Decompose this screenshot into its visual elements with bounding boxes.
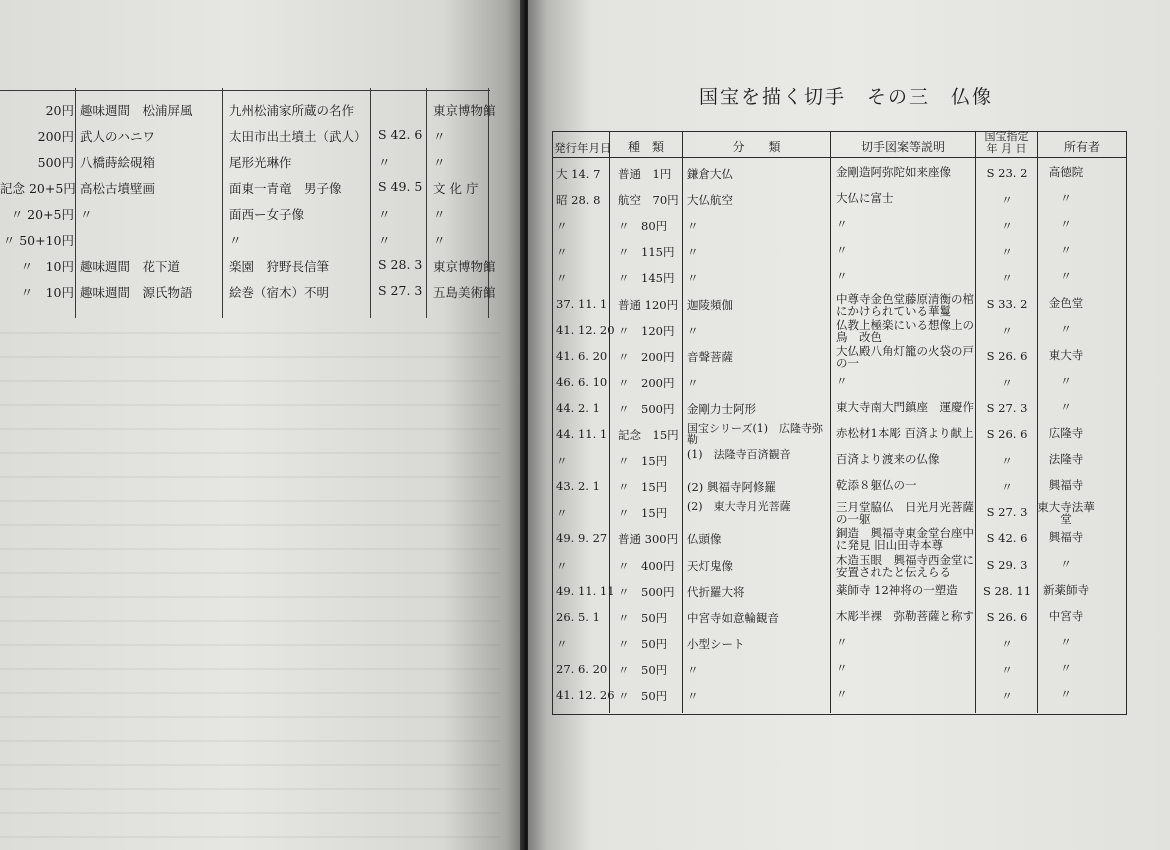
designation-cell: 〃 <box>1001 376 1013 390</box>
price-cell: 〃 10円 <box>20 285 74 300</box>
header-date: 発行年月日 <box>554 141 612 155</box>
type-cell: 普通 300円 <box>618 532 679 546</box>
designation-cell: S 26. 6 <box>986 427 1028 441</box>
stamp-cell: 〃 <box>80 207 93 222</box>
stamp-cell: 趣味週間 花下道 <box>80 259 181 274</box>
type-cell: 〃 400円 <box>618 559 675 573</box>
table-row <box>552 552 1127 579</box>
owner-cell: 〃 <box>433 207 446 222</box>
stamp-cell: 趣味週間 源氏物語 <box>80 285 193 300</box>
type-cell: 〃 500円 <box>618 585 675 599</box>
date-cell: 27. 6. 20 <box>556 662 608 676</box>
description-cell: 〃 <box>836 243 848 257</box>
owner-cell: 〃 <box>1060 661 1072 675</box>
division-cell: 〃 <box>687 271 699 285</box>
table-row <box>552 604 1127 631</box>
description-cell: 東大寺南大門鎮座 運慶作 <box>836 400 974 414</box>
designation-cell: 〃 <box>1001 689 1013 703</box>
table-row <box>552 656 1127 683</box>
table-row <box>552 682 1127 709</box>
division-cell: 〃 <box>687 219 699 233</box>
header-owner: 所有者 <box>1063 140 1100 154</box>
designation-cell: 〃 <box>1001 219 1013 233</box>
date-cell: 〃 <box>556 637 568 651</box>
price-cell: 〃 10円 <box>20 259 74 274</box>
owner-cell: 東大寺法華堂 <box>1037 500 1095 526</box>
stamp-cell: 武人のハニワ <box>80 129 156 144</box>
owner-cell: 〃 <box>1060 635 1072 649</box>
owner-cell: 〃 <box>1060 269 1072 283</box>
type-cell: 〃 15円 <box>618 506 668 520</box>
designation-cell: S 33. 2 <box>986 297 1028 311</box>
table-row <box>552 343 1127 370</box>
description-cell: 木彫半裸 弥勒菩薩と称す <box>836 609 974 623</box>
left-table-row <box>0 252 496 278</box>
header-designation-line1: 国宝指定 <box>984 130 1029 143</box>
owner-cell: 東京博物館 <box>433 259 496 274</box>
header-designation-line2: 年 月 日 <box>986 142 1027 155</box>
table-row <box>552 421 1127 448</box>
date-cell: S 28. 3 <box>378 257 423 272</box>
division-cell: 大仏航空 <box>687 193 733 207</box>
price-cell: 記念 20+5円 <box>0 181 76 196</box>
header-rule <box>552 157 1127 158</box>
owner-cell: 〃 <box>1060 374 1072 388</box>
division-cell: (1) 法隆寺百済観音 <box>687 448 791 461</box>
owner-cell: 東大寺 <box>1048 348 1084 362</box>
date-cell: 〃 <box>378 233 391 248</box>
designation-cell: S 27. 3 <box>986 401 1028 415</box>
designation-cell: 〃 <box>1001 324 1013 338</box>
header-division: 分 類 <box>732 140 781 154</box>
date-cell: 昭 28. 8 <box>556 193 601 207</box>
type-cell: 〃 15円 <box>618 454 668 468</box>
description-cell: 〃 <box>836 687 848 701</box>
owner-cell: 法隆寺 <box>1048 452 1084 466</box>
designation-cell: S 28. 11 <box>982 584 1032 598</box>
description-cell: 〃 <box>836 635 848 649</box>
type-cell: 〃 200円 <box>618 350 675 364</box>
left-table-row <box>0 96 496 122</box>
designation-cell: 〃 <box>1001 480 1013 494</box>
owner-cell: 〃 <box>1060 322 1072 336</box>
date-cell: 41. 6. 20 <box>556 349 608 363</box>
date-cell: 〃 <box>556 454 568 468</box>
owner-cell: 〃 <box>1060 557 1072 571</box>
description-cell: 〃 <box>229 233 242 248</box>
owner-cell: 〃 <box>433 155 446 170</box>
header-description: 切手図案等説明 <box>860 140 945 154</box>
division-cell: 鎌倉大仏 <box>687 167 733 181</box>
division-cell: 迦陵頻伽 <box>687 298 733 312</box>
type-cell: 普通 1円 <box>618 167 672 181</box>
type-cell: 〃 500円 <box>618 402 675 416</box>
division-cell: 〃 <box>687 324 699 338</box>
description-cell: 赤松材1本彫 百済より献上 <box>836 426 974 440</box>
type-cell: 〃 115円 <box>618 245 675 259</box>
table-row <box>552 186 1127 213</box>
description-cell: 〃 <box>836 374 848 388</box>
table-row <box>552 395 1127 422</box>
owner-cell: 東京博物館 <box>433 103 496 118</box>
description-cell: 尾形光琳作 <box>229 155 292 170</box>
type-cell: 〃 15円 <box>618 480 668 494</box>
owner-cell: 新薬師寺 <box>1043 583 1089 597</box>
owner-cell: 高徳院 <box>1048 165 1084 179</box>
designation-cell: 〃 <box>1001 637 1013 651</box>
date-cell: 〃 <box>556 271 568 285</box>
date-cell: 46. 6. 10 <box>556 375 608 389</box>
division-cell: (2) 東大寺月光菩薩 <box>687 500 791 513</box>
date-cell: 49. 11. 11 <box>556 584 615 598</box>
date-cell: 44. 11. 1 <box>556 427 608 441</box>
table-row <box>552 160 1127 187</box>
date-cell: 43. 2. 1 <box>556 479 600 493</box>
description-cell: 中尊寺金色堂藤原清衡の棺にかけられている華鬘 <box>836 292 974 318</box>
date-cell: 〃 <box>378 155 391 170</box>
date-cell: 〃 <box>556 506 568 520</box>
designation-cell: 〃 <box>1001 663 1013 677</box>
designation-cell: S 29. 3 <box>986 558 1028 572</box>
date-cell: S 42. 6 <box>378 127 423 142</box>
designation-cell: 〃 <box>1001 454 1013 468</box>
left-table-row <box>0 200 488 226</box>
owner-cell: 〃 <box>433 233 446 248</box>
description-cell: 乾添８躯仏の一 <box>836 478 917 492</box>
table-row <box>552 499 1127 526</box>
division-cell: 天灯鬼像 <box>687 559 733 573</box>
owner-cell: 〃 <box>1060 243 1072 257</box>
owner-cell: 金色堂 <box>1048 296 1084 310</box>
left-table-row <box>0 278 496 304</box>
division-cell: 〃 <box>687 245 699 259</box>
price-cell: 500円 <box>37 155 74 170</box>
designation-cell: S 27. 3 <box>986 505 1028 519</box>
price-cell: 200円 <box>37 129 74 144</box>
description-cell: 〃 <box>836 661 848 675</box>
date-cell: 37. 11. 1 <box>556 297 608 311</box>
owner-cell: 〃 <box>1060 687 1072 701</box>
date-cell: 44. 2. 1 <box>556 401 600 415</box>
table-row <box>552 264 1127 291</box>
price-cell: 20円 <box>45 103 74 118</box>
page-title: 国宝を描く切手 その三 仏像 <box>699 86 994 108</box>
table-row <box>552 630 1127 657</box>
owner-cell: 文 化 庁 <box>433 181 479 196</box>
table-row <box>552 525 1127 552</box>
date-cell: 41. 12. 20 <box>556 323 615 337</box>
type-cell: 〃 50円 <box>618 663 668 677</box>
left-table-row <box>0 122 488 148</box>
description-cell: 九州松浦家所蔵の名作 <box>229 103 355 118</box>
division-cell: 仏頭像 <box>687 532 722 546</box>
designation-cell: 〃 <box>1001 271 1013 285</box>
table-row <box>552 447 1127 474</box>
date-cell: 〃 <box>556 219 568 233</box>
table-row <box>552 317 1127 344</box>
description-cell: 百済より渡来の仏像 <box>836 452 940 466</box>
table-row <box>552 473 1127 500</box>
header-type: 種 類 <box>627 140 664 154</box>
description-cell: 〃 <box>836 269 848 283</box>
type-cell: 〃 80円 <box>618 219 668 233</box>
division-cell: 〃 <box>687 663 699 677</box>
division-cell: 〃 <box>687 689 699 703</box>
date-cell: 〃 <box>378 207 391 222</box>
designation-cell: 〃 <box>1001 245 1013 259</box>
type-cell: 記念 15円 <box>618 428 679 442</box>
owner-cell: 〃 <box>433 129 446 144</box>
date-cell: S 49. 5 <box>378 179 423 194</box>
designation-cell: S 42. 6 <box>986 531 1028 545</box>
date-cell: 41. 12. 26 <box>556 688 615 702</box>
owner-cell: 〃 <box>1060 217 1072 231</box>
date-cell: S 27. 3 <box>378 283 423 298</box>
description-cell: 銅造 興福寺東金堂台座中に発見 旧山田寺本尊 <box>836 526 974 552</box>
owner-cell: 〃 <box>1060 400 1072 414</box>
division-cell: 代折羅大将 <box>687 585 745 599</box>
owner-cell: 興福寺 <box>1048 530 1084 544</box>
type-cell: 〃 50円 <box>618 637 668 651</box>
designation-cell: S 23. 2 <box>986 166 1028 180</box>
owner-cell: 興福寺 <box>1048 478 1084 492</box>
bleed-through-text <box>0 310 500 850</box>
owner-cell: 五島美術館 <box>433 285 496 300</box>
description-cell: 〃 <box>836 217 848 231</box>
type-cell: 〃 120円 <box>618 324 675 338</box>
description-cell: 面西ー女子像 <box>229 207 305 222</box>
owner-cell: 広隆寺 <box>1048 426 1084 440</box>
price-cell: 〃 50+10円 <box>2 233 74 248</box>
description-cell: 薬師寺 12神将の一塑造 <box>836 583 958 597</box>
division-cell: 音聲菩薩 <box>687 350 733 364</box>
type-cell: 〃 50円 <box>618 689 668 703</box>
division-cell: 中宮寺如意輪観音 <box>687 611 779 625</box>
date-cell: 〃 <box>556 559 568 573</box>
division-cell: 〃 <box>687 376 699 390</box>
table-row <box>552 291 1127 318</box>
left-table-top-rule <box>0 90 490 91</box>
description-cell: 面東一青竜 男子像 <box>229 181 342 196</box>
description-cell: 絵巻（宿木）不明 <box>229 285 330 300</box>
left-table-row <box>0 226 488 252</box>
table-row <box>552 212 1127 239</box>
division-cell: 金剛力士阿形 <box>687 402 756 416</box>
table-row <box>552 238 1127 265</box>
table-row <box>552 369 1127 396</box>
description-cell: 大仏殿八角灯籠の火袋の戸の一 <box>836 344 974 370</box>
description-cell: 金剛造阿弥陀如来座像 <box>836 165 951 179</box>
date-cell: 〃 <box>556 245 568 259</box>
description-cell: 楽園 狩野長信筆 <box>229 259 330 274</box>
type-cell: 〃 200円 <box>618 376 675 390</box>
stamp-cell: 八橋蒔絵硯箱 <box>80 155 156 170</box>
description-cell: 大仏に富士 <box>836 191 894 205</box>
division-cell: (2) 興福寺阿修羅 <box>687 480 776 494</box>
description-cell: 仏教上極楽にいる想像上の鳥 改色 <box>836 318 974 344</box>
type-cell: 航空 70円 <box>618 193 679 207</box>
stamp-cell: 高松古墳壁画 <box>80 181 156 196</box>
stamp-cell: 趣味週間 松浦屏風 <box>80 103 193 118</box>
description-cell: 木造玉眼 興福寺西金堂に安置されたと伝えらる <box>836 553 974 579</box>
owner-cell: 〃 <box>1060 191 1072 205</box>
description-cell: 太田市出土墳土（武人） <box>229 129 367 144</box>
type-cell: 〃 50円 <box>618 611 668 625</box>
division-cell: 国宝シリーズ(1) 広隆寺弥勒 <box>687 422 824 446</box>
left-table-row <box>0 174 488 200</box>
description-cell: 三月堂脇仏 日光月光菩薩の一躯 <box>836 500 974 526</box>
division-cell: 小型シート <box>687 637 745 651</box>
price-cell: 〃 20+5円 <box>10 207 74 222</box>
designation-cell: 〃 <box>1001 193 1013 207</box>
type-cell: 〃 145円 <box>618 271 675 285</box>
left-table-row <box>0 148 488 174</box>
date-cell: 26. 5. 1 <box>556 610 600 624</box>
designation-cell: S 26. 6 <box>986 349 1028 363</box>
designation-cell: S 26. 6 <box>986 610 1028 624</box>
type-cell: 普通 120円 <box>618 298 679 312</box>
header-designation <box>976 131 1037 155</box>
date-cell: 49. 9. 27 <box>556 531 608 545</box>
table-row <box>552 578 1127 605</box>
owner-cell: 中宮寺 <box>1048 609 1084 623</box>
date-cell: 大 14. 7 <box>556 167 601 181</box>
